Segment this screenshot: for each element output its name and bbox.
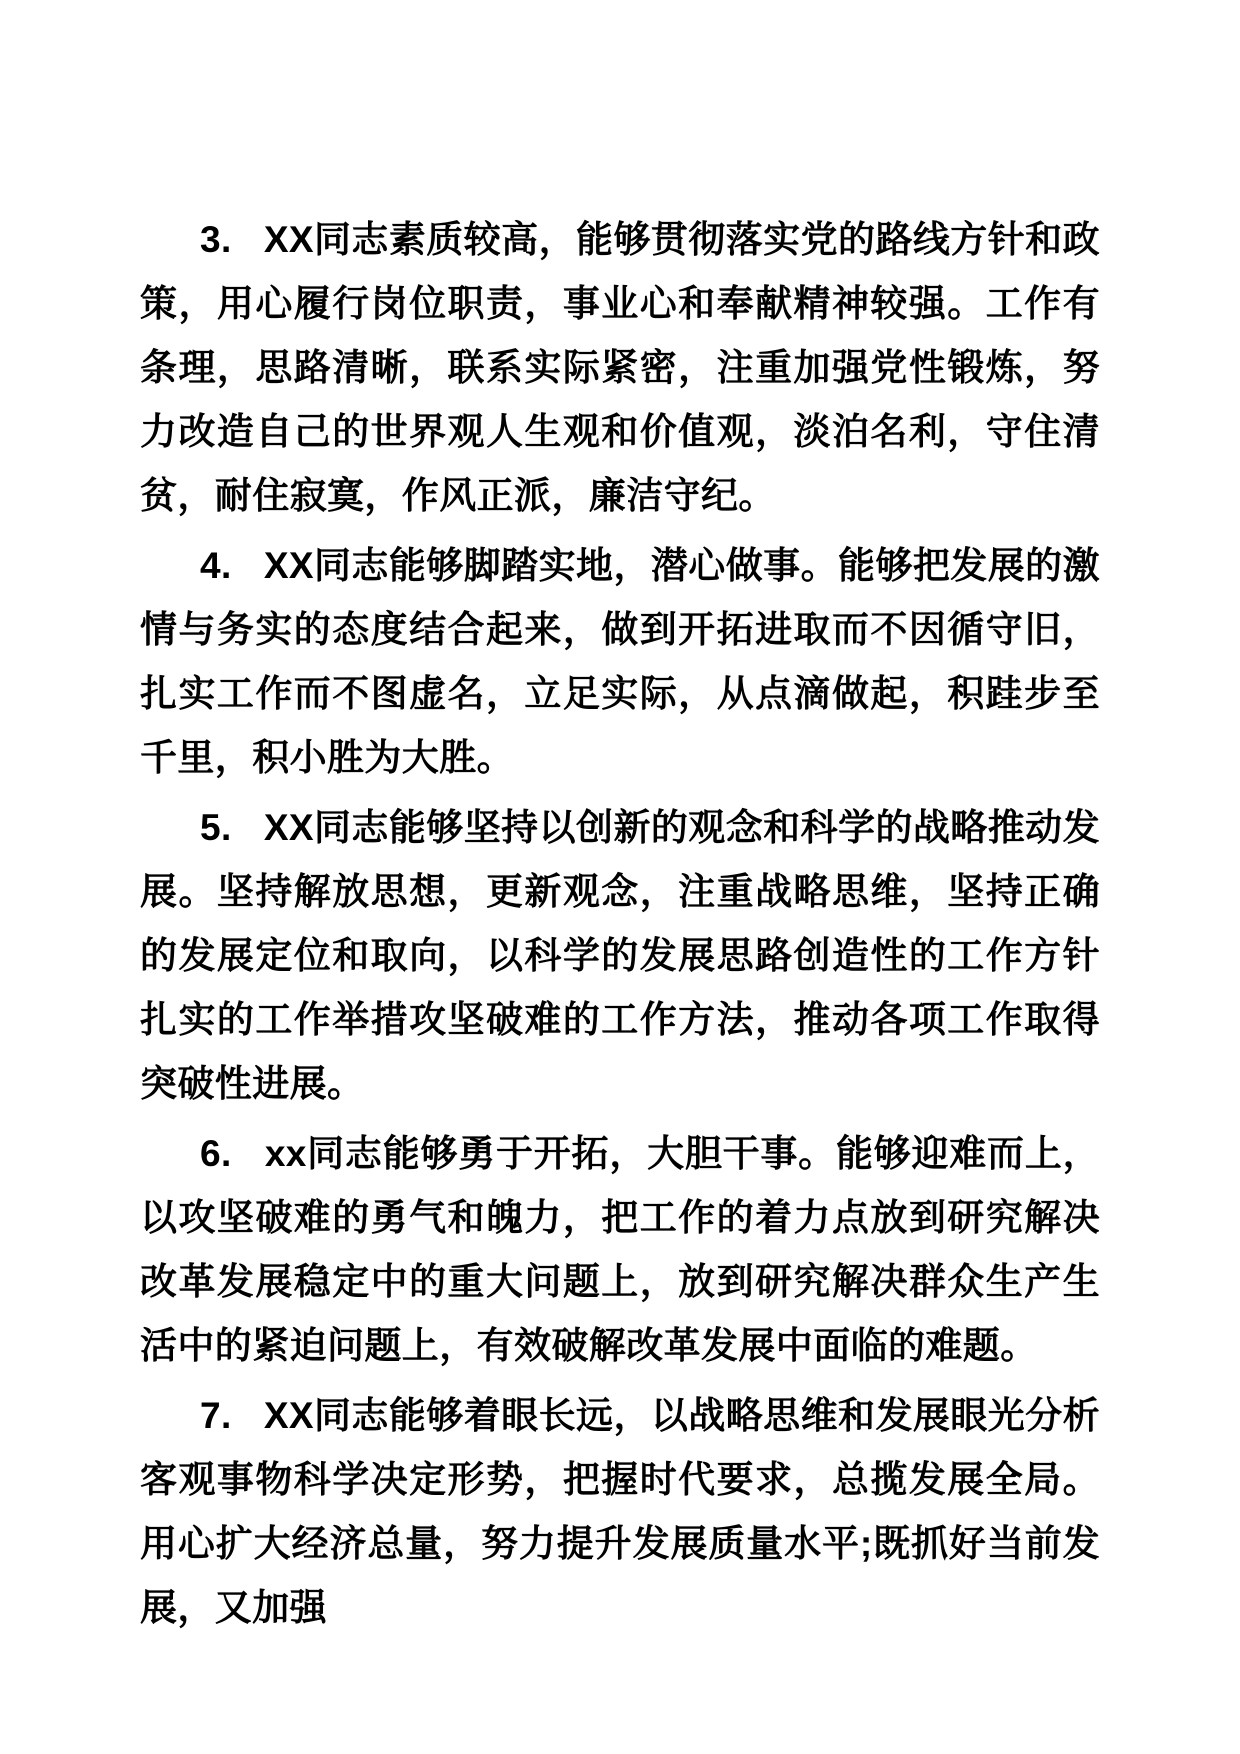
paragraph-5	[140, 796, 1100, 1116]
paragraph-3	[140, 208, 1100, 528]
paragraph-number-7: 7.	[200, 1395, 232, 1436]
paragraph-text-3: XX同志素质较高，能够贯彻落实党的路线方针和政策，用心履行岗位职责，事业心和奉献精神较强。工作有条理，思路清晰，联系实际紧密，注重加强党性锻炼，努力改造自己的世界观人生观和价值观，淡泊名利，守住清贫，耐住寂寞，作风正派，廉洁守纪。	[140, 219, 1100, 516]
paragraph-text-7: XX同志能够着眼长远，以战略思维和发展眼光分析客观事物科学决定形势，把握时代要求，总揽发展全局。用心扩大经济总量，努力提升发展质量水平;既抓好当前发展，又加强	[140, 1395, 1100, 1628]
paragraph-number-6: 6.	[200, 1133, 232, 1174]
paragraph-number-4: 4.	[200, 545, 232, 586]
paragraph-text-4: XX同志能够脚踏实地，潜心做事。能够把发展的激情与务实的态度结合起来，做到开拓进取而不因循守旧，扎实工作而不图虚名，立足实际，从点滴做起，积跬步至千里，积小胜为大胜。	[140, 545, 1100, 778]
paragraph-text-6: xx同志能够勇于开拓，大胆干事。能够迎难而上，以攻坚破难的勇气和魄力，把工作的着力点放到研究解决改革发展稳定中的重大问题上，放到研究解决群众生产生活中的紧迫问题上，有效破解改革发展中面临的难题。	[140, 1133, 1100, 1366]
paragraph-number-5: 5.	[200, 807, 232, 848]
paragraph-text-5: XX同志能够坚持以创新的观念和科学的战略推动发展。坚持解放思想，更新观念，注重战略思维，坚持正确的发展定位和取向，以科学的发展思路创造性的工作方针扎实的工作举措攻坚破难的工作方法，推动各项工作取得突破性进展。	[140, 807, 1100, 1104]
document-body	[140, 208, 1100, 1640]
paragraph-number-3: 3.	[200, 219, 232, 260]
paragraph-6	[140, 1122, 1100, 1378]
paragraph-4	[140, 534, 1100, 790]
paragraph-7	[140, 1384, 1100, 1640]
